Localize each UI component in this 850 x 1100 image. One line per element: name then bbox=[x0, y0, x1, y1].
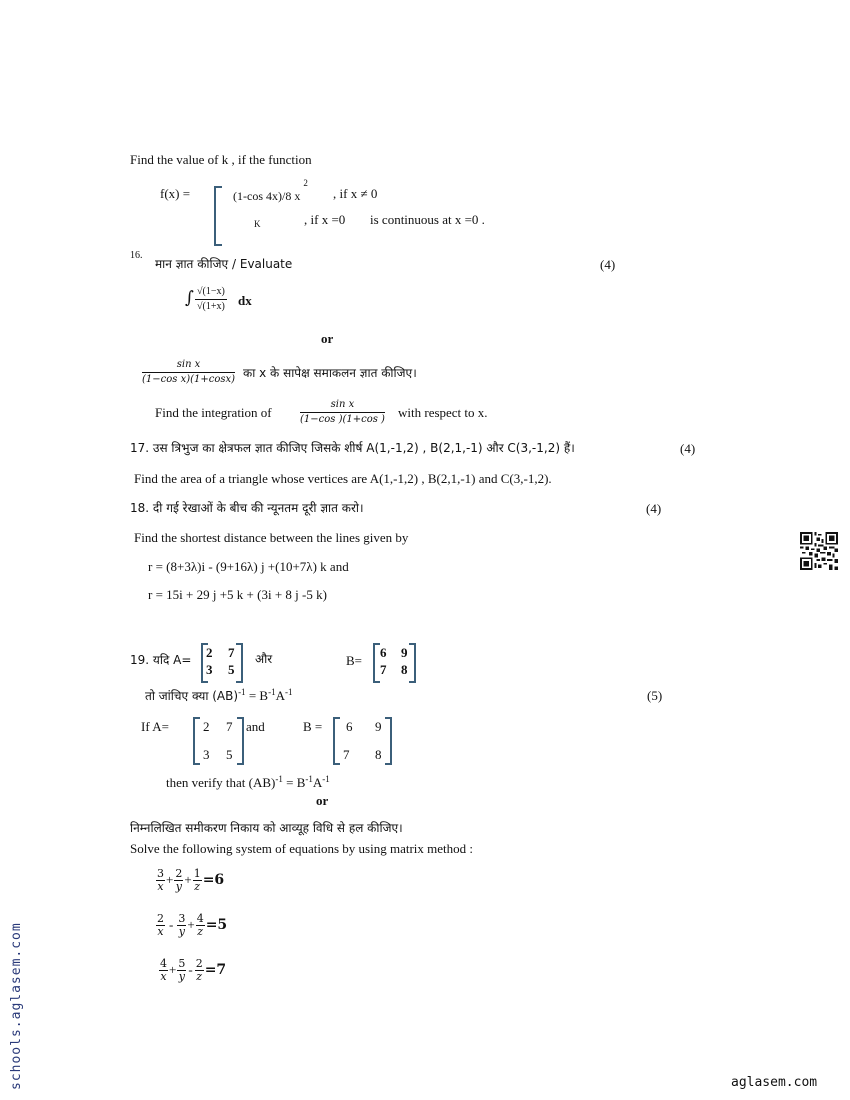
q16-integrand: $\frac{√(1-x)}{√(1+x)}$ bbox=[197, 286, 225, 312]
q18-hindi: 18. दी गई रेखाओं के बीच की न्यूनतम दूरी ज्ञात करो। bbox=[130, 501, 364, 515]
matrix-b-right-bracket bbox=[409, 643, 416, 683]
matrix-a-right-bracket bbox=[236, 643, 243, 683]
q18-marks: (4) bbox=[646, 501, 662, 516]
q15-fx: f(x) = bbox=[160, 186, 191, 201]
q19-alt-english: Solve the following system of equations by using matrix method : bbox=[130, 841, 474, 856]
q19-verify: then verify that $(AB)^{-1} = B^{-1}A^{-1}$ bbox=[166, 774, 330, 790]
q19-if-a: If A= bbox=[141, 719, 169, 734]
equation-3: $\frac{4}{x}$ + $\frac{5}{y}$ - $\frac{2}{z}$ =7 bbox=[160, 957, 227, 983]
footer-watermark: aglasem.com bbox=[731, 1075, 818, 1090]
q17-hindi: 17. उस त्रिभुज का क्षेत्रफल ज्ञात कीजिए जिसके शीर्ष A(1,-1,2) , B(2,1,-1) और C(3,-1,2) हैं। bbox=[130, 441, 575, 455]
matrix-a2-left-bracket bbox=[193, 717, 200, 765]
matrix-b2-right-bracket bbox=[385, 717, 392, 765]
matrix-a-cell: 5 bbox=[228, 662, 235, 677]
matrix-a2-cell: 7 bbox=[226, 719, 233, 734]
matrix-b-cell: 9 bbox=[401, 645, 408, 660]
q15-piecewise-bracket bbox=[214, 186, 222, 246]
q15-case1-cond: , if x ≠ 0 bbox=[333, 186, 378, 201]
q19-alt-hindi: निम्नलिखित समीकरण निकाय को आव्यूह विधि से हल कीजिए। bbox=[130, 821, 403, 835]
q18-line2: r = 15i + 29 j +5 k + (3i + 8 j -5 k) bbox=[148, 587, 327, 602]
q16-dx: dx bbox=[238, 293, 252, 308]
matrix-a2-cell: 5 bbox=[226, 747, 233, 762]
q16-alt-hindi: का x के सापेक्ष समाकलन ज्ञात कीजिए। bbox=[243, 366, 417, 380]
matrix-b-cell: 7 bbox=[380, 662, 387, 677]
q17-marks: (4) bbox=[680, 441, 696, 456]
q16-alt-fraction: $\frac{\text{sin x}}{\text{(1−cos x)(1+cosx)}}$ bbox=[142, 359, 236, 385]
q16-alt-en-post: with respect to x. bbox=[398, 405, 488, 420]
integral-sign: ∫ bbox=[185, 288, 194, 308]
matrix-b-cell: 8 bbox=[401, 662, 408, 677]
q19-and-en: and bbox=[246, 719, 265, 734]
q16-marks: (4) bbox=[600, 257, 616, 272]
q15-case1: (1-cos 4x)/8 $x^2$ bbox=[233, 178, 308, 203]
matrix-b-cell: 6 bbox=[380, 645, 387, 660]
qr-code-icon bbox=[799, 532, 839, 570]
q17-english: Find the area of a triangle whose vertices are A(1,-1,2) , B(2,1,-1) and C(3,-1,2). bbox=[134, 471, 552, 486]
q16-alt-en-pre: Find the integration of bbox=[155, 405, 272, 420]
q16-heading: मान ज्ञात कीजिए / Evaluate bbox=[155, 257, 293, 271]
q16-alt-en-fraction: $\frac{\text{sin x}}{(1-\cos )(1+\cos )}$ bbox=[300, 399, 385, 425]
matrix-a-cell: 2 bbox=[206, 645, 213, 660]
matrix-a-cell: 3 bbox=[206, 662, 213, 677]
matrix-b2-cell: 7 bbox=[343, 747, 350, 762]
matrix-b-left-bracket bbox=[373, 643, 380, 683]
q19-lead: 19. यदि A= bbox=[130, 653, 192, 667]
q19-or: or bbox=[316, 793, 329, 808]
q15-continuous: is continuous at x =0 . bbox=[370, 212, 485, 227]
matrix-a2-right-bracket bbox=[237, 717, 244, 765]
matrix-b2-left-bracket bbox=[333, 717, 340, 765]
matrix-b2-cell: 8 bbox=[375, 747, 382, 762]
q16-or: or bbox=[321, 331, 334, 346]
matrix-a-cell: 7 bbox=[228, 645, 235, 660]
equation-1: $\frac{3}{x}$ + $\frac{2}{y}$ + $\frac{1}{z}$ =6 bbox=[157, 867, 225, 893]
q15-intro: Find the value of k , if the function bbox=[130, 152, 312, 167]
q18-english: Find the shortest distance between the lines given by bbox=[134, 530, 409, 545]
q16-number: 16. bbox=[130, 250, 143, 261]
q15-case2: K bbox=[254, 219, 261, 229]
matrix-a2-cell: 3 bbox=[203, 747, 210, 762]
q19-marks: (5) bbox=[647, 688, 663, 703]
matrix-b2-cell: 6 bbox=[346, 719, 353, 734]
side-watermark: schools.aglasem.com bbox=[9, 922, 24, 1090]
q19-and-hindi: और bbox=[255, 652, 273, 666]
q15-case2-cond: , if x =0 bbox=[304, 212, 346, 227]
matrix-a2-cell: 2 bbox=[203, 719, 210, 734]
q19-b-label: B= bbox=[346, 653, 363, 668]
matrix-b2-cell: 9 bbox=[375, 719, 382, 734]
q19-check-hindi: तो जांचिए क्या $(AB)^{-1} = B^{-1}A^{-1}$ bbox=[145, 687, 293, 703]
q19-b-en: B = bbox=[303, 719, 323, 734]
equation-2: $\frac{2}{x}$ - $\frac{3}{y}$ + $\frac{4}{z}$ =5 bbox=[157, 912, 228, 938]
q18-line1: r = (8+3λ)i - (9+16λ) j +(10+7λ) k and bbox=[148, 559, 349, 574]
